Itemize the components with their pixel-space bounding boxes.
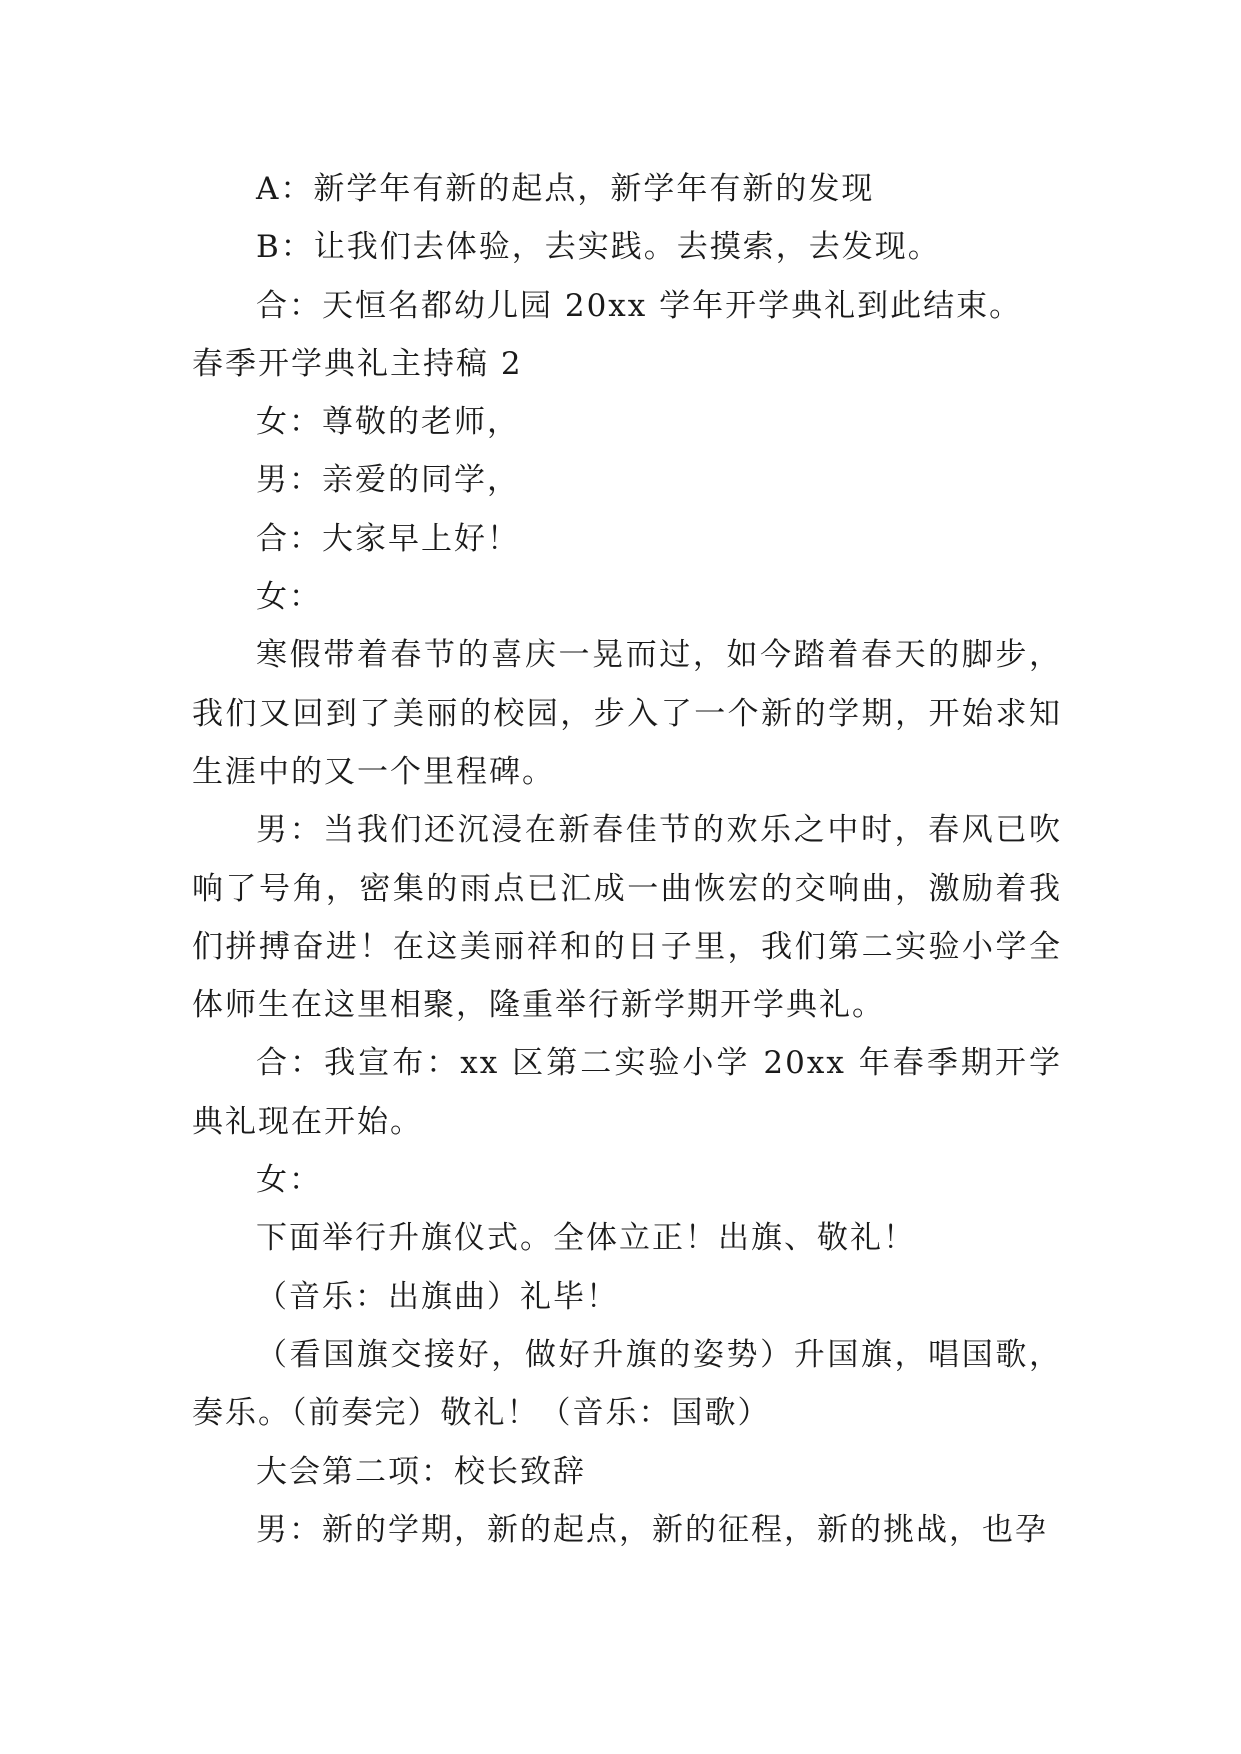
paragraph-music-flag: （音乐：出旗曲）礼毕！: [256, 1278, 619, 1315]
paragraph-closing: 合：天恒名都幼儿园 20xx 学年开学典礼到此结束。: [256, 287, 1023, 324]
paragraph-female-greeting: 女：尊敬的老师，: [256, 404, 520, 441]
paragraph-male-new-term: 男：新的学期，新的起点，新的征程，新的挑战，也孕: [256, 1511, 1048, 1548]
paragraph-line-a: A：新学年有新的起点，新学年有新的发现: [256, 171, 875, 207]
paragraph-winter-break: 寒假带着春节的喜庆一晃而过，如今踏着春天的脚步，我们又回到了美丽的校园，步入了一个新的学期，开始求知生涯中的又一个里程碑。: [192, 637, 1062, 790]
paragraph-flag-ceremony: 下面举行升旗仪式。全体立正！出旗、敬礼！: [256, 1220, 916, 1257]
paragraph-announcement: 合：我宣布：xx 区第二实验小学 20xx 年春季期开学典礼现在开始。: [192, 1045, 1062, 1140]
paragraph-line-b: B：让我们去体验，去实践。去摸索，去发现。: [256, 229, 941, 266]
paragraph-female-label-2: 女：: [256, 1162, 322, 1199]
section-heading: 春季开学典礼主持稿 2: [192, 345, 523, 382]
paragraph-item-two: 大会第二项：校长致辞: [256, 1453, 586, 1490]
paragraph-female-label: 女：: [256, 579, 322, 616]
paragraph-male-greeting: 男：亲爱的同学，: [256, 462, 520, 499]
paragraph-joint-greeting: 合：大家早上好！: [256, 520, 520, 557]
document-body: [192, 160, 1062, 1559]
paragraph-anthem: （看国旗交接好，做好升旗的姿势）升国旗，唱国歌，奏乐。（前奏完）敬礼！（音乐：国歌）: [192, 1336, 1062, 1432]
paragraph-male-spring: 男：当我们还沉浸在新春佳节的欢乐之中时，春风已吹响了号角，密集的雨点已汇成一曲恢宏的交响曲，激励着我们拼搏奋进！在这美丽祥和的日子里，我们第二实验小学全体师生在这里相聚，隆重举行新学期开学典礼。: [192, 812, 1062, 1024]
